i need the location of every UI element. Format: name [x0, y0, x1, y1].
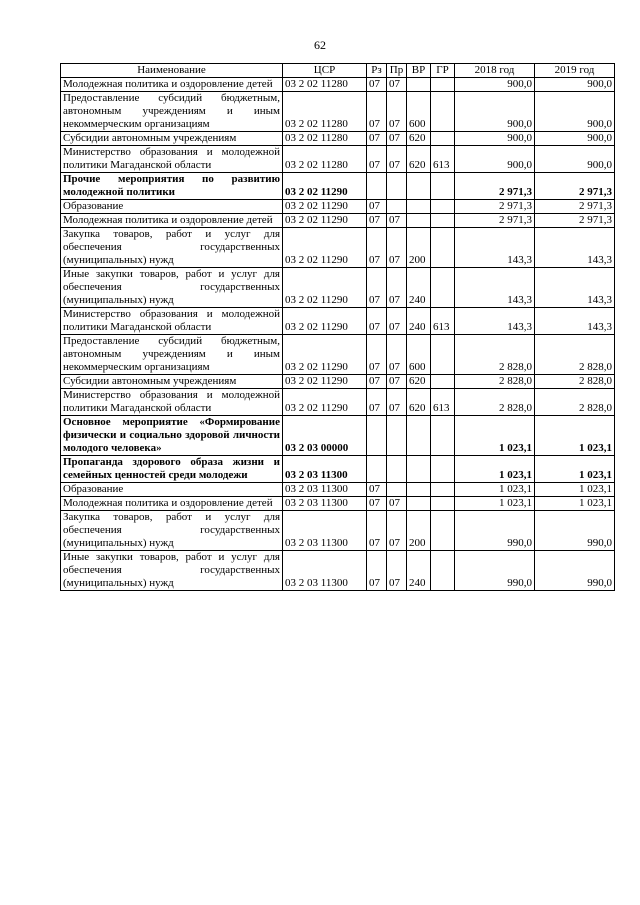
row-csr: 03 2 03 11300 [283, 456, 367, 483]
row-amount-2018: 143,3 [455, 308, 535, 335]
row-rz: 07 [367, 335, 387, 375]
table-row [61, 146, 615, 173]
row-csr: 03 2 02 11280 [283, 78, 367, 92]
table-row [61, 456, 615, 483]
budget-table [60, 63, 615, 591]
row-name: Образование [61, 200, 283, 214]
row-rz [367, 416, 387, 456]
row-vr [407, 173, 431, 200]
table-row [61, 375, 615, 389]
row-vr: 620 [407, 146, 431, 173]
table-row [61, 173, 615, 200]
row-csr: 03 2 02 11290 [283, 308, 367, 335]
row-rz: 07 [367, 511, 387, 551]
row-gr [431, 228, 455, 268]
row-rz: 07 [367, 497, 387, 511]
row-csr: 03 2 03 11300 [283, 551, 367, 591]
row-name: Иные закупки товаров, работ и услуг для обеспечения государственных (муниципальных) нужд [61, 551, 283, 591]
row-vr [407, 456, 431, 483]
row-pr: 07 [387, 268, 407, 308]
row-gr [431, 78, 455, 92]
table-row [61, 511, 615, 551]
row-pr: 07 [387, 375, 407, 389]
table-row [61, 268, 615, 308]
table-body [61, 78, 615, 591]
row-csr: 03 2 02 11280 [283, 132, 367, 146]
row-rz: 07 [367, 132, 387, 146]
row-csr: 03 2 02 11280 [283, 146, 367, 173]
row-pr [387, 456, 407, 483]
header-csr: ЦСР [283, 64, 367, 78]
row-gr: 613 [431, 146, 455, 173]
row-vr [407, 200, 431, 214]
row-pr: 07 [387, 511, 407, 551]
row-name: Молодежная политика и оздоровление детей [61, 214, 283, 228]
row-name: Субсидии автономным учреждениям [61, 132, 283, 146]
row-amount-2019: 1 023,1 [535, 416, 615, 456]
row-amount-2018: 2 971,3 [455, 173, 535, 200]
row-amount-2019: 2 971,3 [535, 214, 615, 228]
table-row [61, 335, 615, 375]
row-gr [431, 375, 455, 389]
row-gr [431, 214, 455, 228]
row-amount-2018: 900,0 [455, 132, 535, 146]
table-row [61, 308, 615, 335]
page-number: 62 [314, 38, 326, 52]
table-header-row [61, 64, 615, 78]
table-row [61, 200, 615, 214]
row-amount-2019: 2 971,3 [535, 173, 615, 200]
row-gr: 613 [431, 308, 455, 335]
row-name: Пропаганда здорового образа жизни и семейных ценностей среди молодежи [61, 456, 283, 483]
row-pr [387, 416, 407, 456]
table-row [61, 228, 615, 268]
row-gr [431, 268, 455, 308]
row-amount-2019: 143,3 [535, 308, 615, 335]
row-gr [431, 551, 455, 591]
row-amount-2019: 900,0 [535, 92, 615, 132]
row-amount-2018: 2 828,0 [455, 375, 535, 389]
row-name: Молодежная политика и оздоровление детей [61, 78, 283, 92]
row-pr: 07 [387, 389, 407, 416]
row-rz: 07 [367, 228, 387, 268]
row-vr: 600 [407, 335, 431, 375]
row-amount-2018: 143,3 [455, 228, 535, 268]
row-gr [431, 511, 455, 551]
row-amount-2018: 1 023,1 [455, 497, 535, 511]
row-rz: 07 [367, 92, 387, 132]
row-csr: 03 2 03 11300 [283, 497, 367, 511]
row-name: Министерство образования и молодежной политики Магаданской области [61, 146, 283, 173]
row-csr: 03 2 03 11300 [283, 511, 367, 551]
row-gr [431, 173, 455, 200]
row-amount-2019: 2 828,0 [535, 335, 615, 375]
table-row [61, 389, 615, 416]
row-csr: 03 2 03 00000 [283, 416, 367, 456]
row-vr [407, 78, 431, 92]
row-csr: 03 2 02 11290 [283, 389, 367, 416]
row-vr [407, 416, 431, 456]
row-amount-2018: 1 023,1 [455, 483, 535, 497]
row-csr: 03 2 02 11290 [283, 335, 367, 375]
row-vr: 240 [407, 551, 431, 591]
row-amount-2019: 1 023,1 [535, 497, 615, 511]
row-pr: 07 [387, 92, 407, 132]
row-pr [387, 483, 407, 497]
row-amount-2019: 143,3 [535, 268, 615, 308]
row-amount-2019: 2 828,0 [535, 389, 615, 416]
row-pr: 07 [387, 308, 407, 335]
row-gr [431, 200, 455, 214]
row-pr: 07 [387, 551, 407, 591]
row-pr: 07 [387, 497, 407, 511]
row-rz: 07 [367, 483, 387, 497]
header-gr: ГР [431, 64, 455, 78]
row-vr: 620 [407, 132, 431, 146]
row-pr: 07 [387, 335, 407, 375]
header-2019: 2019 год [535, 64, 615, 78]
row-name: Прочие мероприятия по развитию молодежной политики [61, 173, 283, 200]
row-pr [387, 173, 407, 200]
table-row [61, 78, 615, 92]
header-name: Наименование [61, 64, 283, 78]
row-csr: 03 2 02 11280 [283, 92, 367, 132]
row-amount-2018: 1 023,1 [455, 456, 535, 483]
row-vr [407, 497, 431, 511]
table-row [61, 483, 615, 497]
header-rz: Рз [367, 64, 387, 78]
row-rz: 07 [367, 551, 387, 591]
row-vr: 200 [407, 511, 431, 551]
row-amount-2018: 900,0 [455, 146, 535, 173]
row-amount-2019: 143,3 [535, 228, 615, 268]
row-pr [387, 200, 407, 214]
row-amount-2019: 900,0 [535, 132, 615, 146]
row-name: Предоставление субсидий бюджетным, автономным учреждениям и иным некоммерческим организациям [61, 92, 283, 132]
row-name: Закупка товаров, работ и услуг для обеспечения государственных (муниципальных) нужд [61, 228, 283, 268]
row-rz [367, 456, 387, 483]
row-amount-2018: 2 971,3 [455, 200, 535, 214]
row-gr [431, 497, 455, 511]
row-amount-2018: 2 971,3 [455, 214, 535, 228]
row-name: Основное мероприятие «Формирование физически и социально здоровой личности молодого человека» [61, 416, 283, 456]
row-csr: 03 2 02 11290 [283, 200, 367, 214]
row-rz: 07 [367, 389, 387, 416]
row-name: Иные закупки товаров, работ и услуг для обеспечения государственных (муниципальных) нужд [61, 268, 283, 308]
row-rz: 07 [367, 146, 387, 173]
row-csr: 03 2 02 11290 [283, 214, 367, 228]
table-row [61, 551, 615, 591]
table-row [61, 132, 615, 146]
table-row [61, 92, 615, 132]
row-gr [431, 132, 455, 146]
row-name: Предоставление субсидий бюджетным, автономным учреждениям и иным некоммерческим организациям [61, 335, 283, 375]
row-pr: 07 [387, 146, 407, 173]
row-amount-2018: 143,3 [455, 268, 535, 308]
row-pr: 07 [387, 228, 407, 268]
row-amount-2019: 2 971,3 [535, 200, 615, 214]
row-csr: 03 2 02 11290 [283, 173, 367, 200]
row-pr: 07 [387, 78, 407, 92]
row-vr [407, 214, 431, 228]
row-amount-2018: 990,0 [455, 551, 535, 591]
header-pr: Пр [387, 64, 407, 78]
row-vr: 600 [407, 92, 431, 132]
row-vr: 240 [407, 268, 431, 308]
row-csr: 03 2 02 11290 [283, 228, 367, 268]
row-rz: 07 [367, 200, 387, 214]
row-amount-2018: 2 828,0 [455, 389, 535, 416]
row-gr [431, 483, 455, 497]
row-amount-2019: 990,0 [535, 551, 615, 591]
row-gr: 613 [431, 389, 455, 416]
row-rz: 07 [367, 308, 387, 335]
row-rz: 07 [367, 268, 387, 308]
row-name: Министерство образования и молодежной политики Магаданской области [61, 308, 283, 335]
row-name: Молодежная политика и оздоровление детей [61, 497, 283, 511]
row-csr: 03 2 02 11290 [283, 268, 367, 308]
row-amount-2018: 1 023,1 [455, 416, 535, 456]
row-name: Субсидии автономным учреждениям [61, 375, 283, 389]
row-pr: 07 [387, 132, 407, 146]
row-gr [431, 335, 455, 375]
row-rz: 07 [367, 78, 387, 92]
row-vr: 620 [407, 375, 431, 389]
row-amount-2019: 2 828,0 [535, 375, 615, 389]
row-gr [431, 456, 455, 483]
row-csr: 03 2 02 11290 [283, 375, 367, 389]
table-row [61, 497, 615, 511]
header-2018: 2018 год [455, 64, 535, 78]
row-gr [431, 416, 455, 456]
row-amount-2019: 1 023,1 [535, 456, 615, 483]
row-vr: 240 [407, 308, 431, 335]
header-vr: ВР [407, 64, 431, 78]
table-row [61, 416, 615, 456]
row-amount-2019: 1 023,1 [535, 483, 615, 497]
row-csr: 03 2 03 11300 [283, 483, 367, 497]
table-row [61, 214, 615, 228]
row-pr: 07 [387, 214, 407, 228]
row-rz: 07 [367, 214, 387, 228]
row-vr [407, 483, 431, 497]
row-name: Закупка товаров, работ и услуг для обеспечения государственных (муниципальных) нужд [61, 511, 283, 551]
row-amount-2019: 900,0 [535, 78, 615, 92]
row-amount-2019: 900,0 [535, 146, 615, 173]
row-amount-2019: 990,0 [535, 511, 615, 551]
row-gr [431, 92, 455, 132]
row-amount-2018: 900,0 [455, 92, 535, 132]
row-amount-2018: 990,0 [455, 511, 535, 551]
row-amount-2018: 2 828,0 [455, 335, 535, 375]
row-rz [367, 173, 387, 200]
row-vr: 200 [407, 228, 431, 268]
row-name: Министерство образования и молодежной политики Магаданской области [61, 389, 283, 416]
row-rz: 07 [367, 375, 387, 389]
row-vr: 620 [407, 389, 431, 416]
row-name: Образование [61, 483, 283, 497]
row-amount-2018: 900,0 [455, 78, 535, 92]
